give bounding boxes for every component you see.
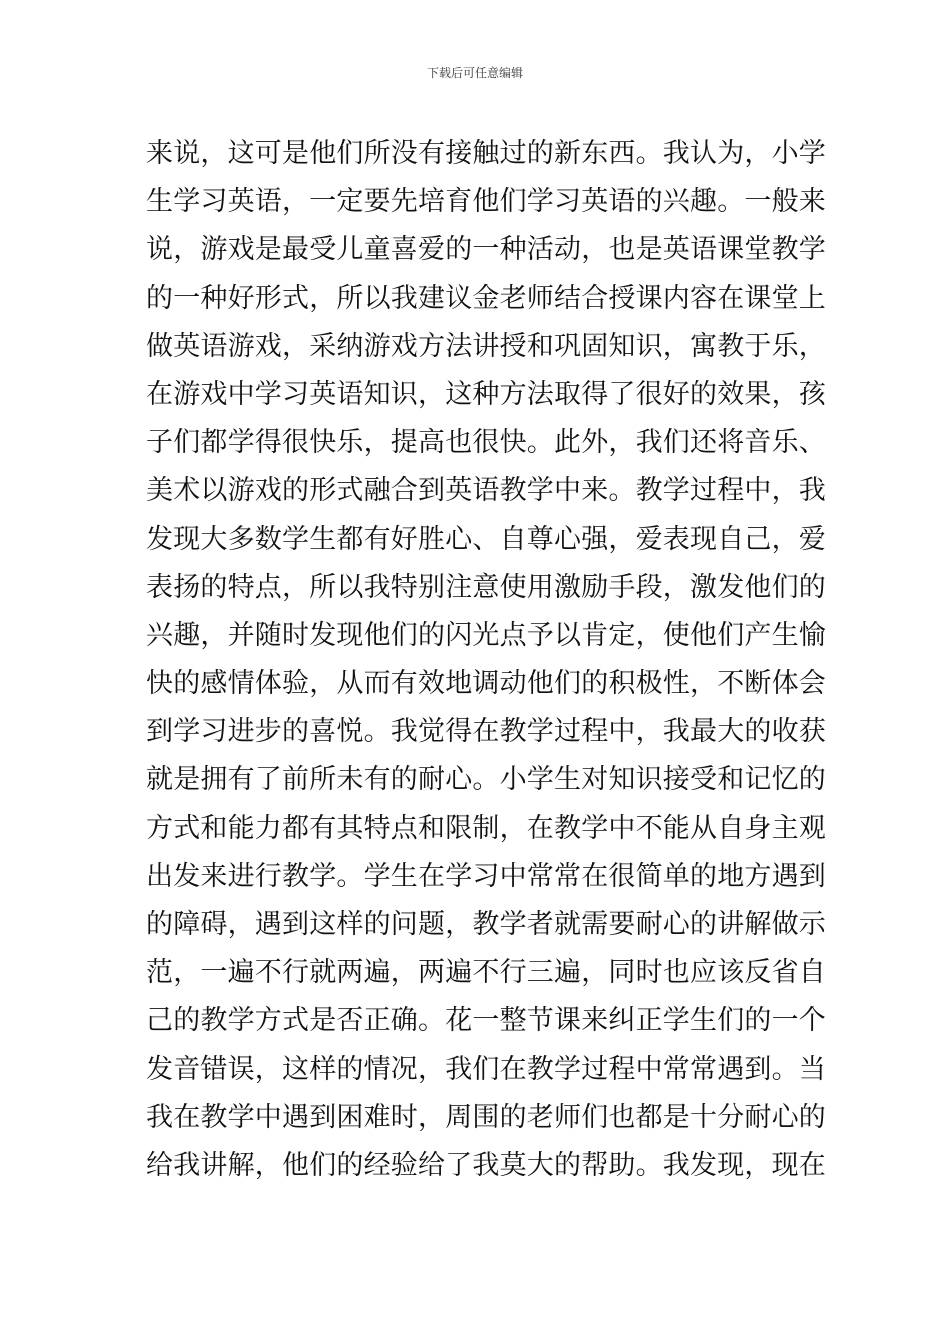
text-line: 的一种好形式，所以我建议金老师结合授课内容在课堂上: [146, 282, 826, 314]
text-line: 做英语游戏，采纳游戏方法讲授和巩固知识，寓教于乐，: [146, 330, 826, 362]
text-line: 到学习进步的喜悦。我觉得在教学过程中，我最大的收获: [146, 716, 826, 748]
text-line: 在游戏中学习英语知识，这种方法取得了很好的效果，孩: [146, 378, 826, 410]
text-line: 就是拥有了前所未有的耐心。小学生对知识接受和记忆的: [146, 764, 826, 796]
text-line: 发音错误，这样的情况，我们在教学过程中常常遇到。当: [146, 1053, 826, 1085]
text-line: 说，游戏是最受儿童喜爱的一种活动，也是英语课堂教学: [146, 234, 826, 266]
text-line: 来说，这可是他们所没有接触过的新东西。我认为，小学: [146, 138, 826, 169]
text-line: 表扬的特点，所以我特别注意使用激励手段，激发他们的: [146, 571, 826, 603]
text-line: 快的感情体验，从而有效地调动他们的积极性，不断体会: [146, 668, 826, 700]
text-line: 我在教学中遇到困难时，周围的老师们也都是十分耐心的: [146, 1101, 826, 1133]
text-line: 出发来进行教学。学生在学习中常常在很简单的地方遇到: [146, 860, 826, 892]
text-line: 给我讲解，他们的经验给了我莫大的帮助。我发现，现在: [146, 1149, 826, 1181]
text-line: 范，一遍不行就两遍，两遍不行三遍，同时也应该反省自: [146, 957, 826, 989]
text-line: 的障碍，遇到这样的问题，教学者就需要耐心的讲解做示: [146, 909, 826, 940]
page-header: 下载后可任意编辑: [426, 66, 523, 80]
text-line: 美术以游戏的形式融合到英语教学中来。教学过程中，我: [146, 475, 826, 507]
text-line: 子们都学得很快乐，提高也很快。此外，我们还将音乐、: [146, 427, 826, 459]
text-line: 兴趣，并随时发现他们的闪光点予以肯定，使他们产生愉: [146, 619, 826, 651]
text-line: 生学习英语，一定要先培育他们学习英语的兴趣。一般来: [146, 186, 826, 218]
text-line: 方式和能力都有其特点和限制，在教学中不能从自身主观: [146, 812, 826, 844]
body-text: [146, 130, 826, 1190]
text-line: 己的教学方式是否正确。花一整节课来纠正学生们的一个: [146, 1005, 826, 1037]
text-line: 发现大多数学生都有好胜心、自尊心强，爱表现自己，爱: [146, 523, 826, 555]
